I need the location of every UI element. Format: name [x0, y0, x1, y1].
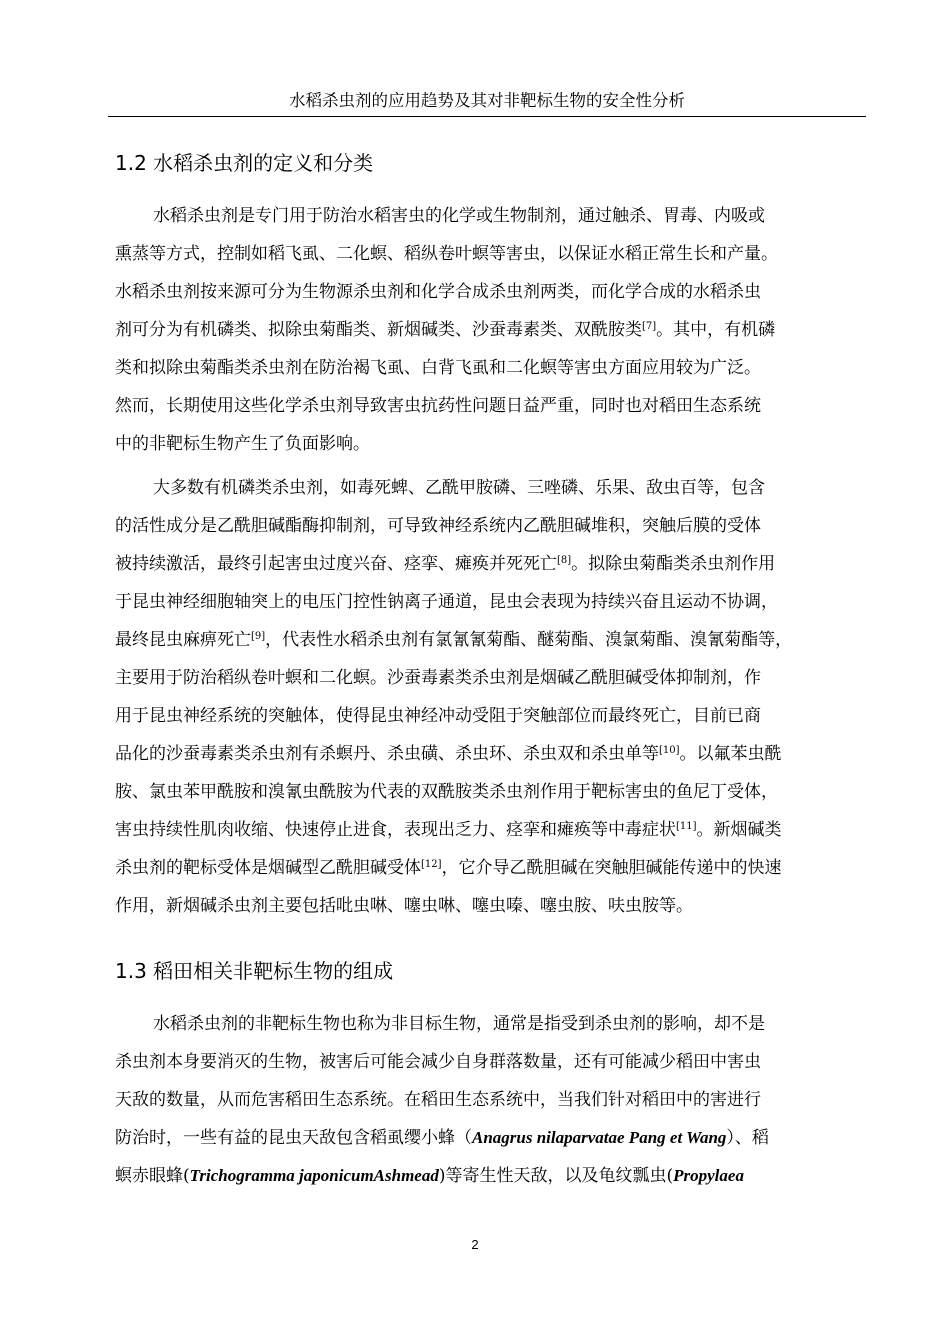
- paragraph-line: 的活性成分是乙酰胆碱酯酶抑制剂，可导致神经系统内乙酰胆碱堆积，突触后膜的受体: [115, 516, 761, 536]
- paragraph-line: 作用，新烟碱杀虫剂主要包括吡虫啉、噻虫啉、噻虫嗪、噻虫胺、呋虫胺等。: [115, 896, 693, 916]
- paragraph-line: [115, 818, 782, 842]
- citation-ref: [11]: [676, 821, 697, 832]
- text-run: 被持续激活，最终引起害虫过度兴奋、痉挛、瘫痪并死死亡: [115, 554, 557, 574]
- paragraph-line: 用于昆虫神经系统的突触体，使得昆虫神经冲动受阻于突触部位而最终死亡，目前已商: [115, 706, 761, 726]
- text-run: 剂可分为有机磷类、拟除虫菊酯类、新烟碱类、沙蚕毒素类、双酰胺类: [115, 320, 642, 340]
- header-rule: [108, 116, 866, 117]
- text-run: 防治时，一些有益的昆虫天敌包含稻虱缨小蜂（: [115, 1128, 472, 1148]
- paragraph-line: 胺、氯虫苯甲酰胺和溴氰虫酰胺为代表的双酰胺类杀虫剂作用于靶标害虫的鱼尼丁受体，: [115, 782, 778, 802]
- paragraph-line: [115, 552, 775, 576]
- text-run: )等寄生性天敌，以及龟纹瓢虫(: [438, 1166, 674, 1186]
- paragraph-line: 水稻杀虫剂的非靶标生物也称为非目标生物，通常是指受到杀虫剂的影响，却不是: [153, 1014, 765, 1034]
- page-number: 2: [471, 1237, 479, 1252]
- paragraph-line: 然而，长期使用这些化学杀虫剂导致害虫抗药性问题日益严重，同时也对稻田生态系统: [115, 396, 761, 416]
- text-run: 。以氟苯虫酰: [679, 744, 782, 764]
- citation-ref: [12]: [421, 859, 442, 870]
- text-run: 品化的沙蚕毒素类杀虫剂有杀螟丹、杀虫磺、杀虫环、杀虫双和杀虫单等: [115, 744, 659, 764]
- paragraph-line: [115, 1164, 744, 1188]
- paragraph-line: [115, 742, 782, 766]
- species-name: Trichogramma japonicumAshmead: [189, 1166, 439, 1185]
- paragraph-line: 水稻杀虫剂是专门用于防治水稻害虫的化学或生物制剂，通过触杀、胃毒、内吸或: [153, 206, 765, 226]
- text-run: 螟赤眼蜂(: [115, 1166, 190, 1186]
- citation-ref: [8]: [557, 555, 572, 566]
- citation-ref: [10]: [659, 745, 680, 756]
- paragraph-line: 水稻杀虫剂按来源可分为生物源杀虫剂和化学合成杀虫剂两类，而化学合成的水稻杀虫: [115, 282, 761, 302]
- paragraph-line: 天敌的数量，从而危害稻田生态系统。在稻田生态系统中，当我们针对稻田中的害进行: [115, 1090, 761, 1110]
- citation-ref: [7]: [642, 321, 657, 332]
- text-run: 。其中，有机磷: [656, 320, 776, 340]
- paragraph-line: 中的非靶标生物产生了负面影响。: [115, 434, 370, 454]
- species-name: Propylaea: [673, 1166, 744, 1185]
- text-run: 杀虫剂的靶标受体是烟碱型乙酰胆碱受体: [115, 858, 421, 878]
- text-run: 最终昆虫麻痹死亡: [115, 630, 251, 650]
- text-run: 。拟除虫菊酯类杀虫剂作用: [571, 554, 776, 574]
- section-heading-1-3: 1.3 稻田相关非靶标生物的组成: [115, 959, 394, 983]
- paragraph-line: 主要用于防治稻纵卷叶螟和二化螟。沙蚕毒素类杀虫剂是烟碱乙酰胆碱受体抑制剂，作: [115, 668, 761, 688]
- section-heading-1-2: 1.2 水稻杀虫剂的定义和分类: [115, 151, 374, 175]
- text-run: 害虫持续性肌肉收缩、快速停止进食，表现出乏力、痉挛和瘫痪等中毒症状: [115, 820, 676, 840]
- paragraph-line: [115, 1126, 769, 1150]
- paragraph-line: 熏蒸等方式，控制如稻飞虱、二化螟、稻纵卷叶螟等害虫，以保证水稻正常生长和产量。: [115, 244, 778, 264]
- species-name: Anagrus nilaparvatae Pang et Wang: [472, 1128, 727, 1147]
- paragraph-line: [115, 318, 775, 342]
- paragraph-line: [115, 628, 792, 652]
- text-run: 。新烟碱类: [696, 820, 782, 840]
- paragraph-line: 杀虫剂本身要消灭的生物，被害后可能会减少自身群落数量，还有可能减少稻田中害虫: [115, 1052, 761, 1072]
- text-run: ）、稻: [726, 1128, 769, 1148]
- running-header: 水稻杀虫剂的应用趋势及其对非靶标生物的安全性分析: [289, 91, 685, 110]
- paragraph-line: 类和拟除虫菊酯类杀虫剂在防治褐飞虱、白背飞虱和二化螟等害虫方面应用较为广泛。: [115, 358, 761, 378]
- text-run: ，代表性水稻杀虫剂有氯氰氰菊酯、醚菊酯、溴氯菊酯、溴氰菊酯等，: [265, 630, 793, 650]
- text-run: ，它介导乙酰胆碱在突触胆碱能传递中的快速: [441, 858, 782, 878]
- paragraph-line: 大多数有机磷类杀虫剂，如毒死蜱、乙酰甲胺磷、三唑磷、乐果、敌虫百等，包含: [153, 478, 765, 498]
- paragraph-line: 于昆虫神经细胞轴突上的电压门控性钠离子通道，昆虫会表现为持续兴奋且运动不协调，: [115, 592, 778, 612]
- citation-ref: [9]: [251, 631, 266, 642]
- paragraph-line: [115, 856, 782, 880]
